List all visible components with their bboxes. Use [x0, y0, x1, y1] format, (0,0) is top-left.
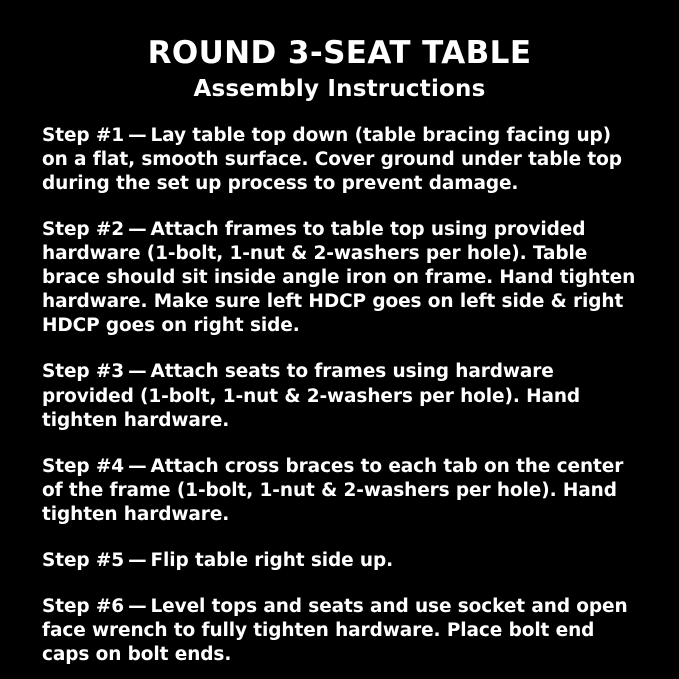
step-item	[42, 360, 637, 432]
step-text: Flip table right side up.	[150, 549, 394, 571]
step-label: Step #1	[42, 125, 125, 147]
step-item	[42, 549, 637, 573]
step-item	[42, 595, 637, 667]
step-text: Attach frames to table top using provided hardware (1-bolt, 1-nut & 2-washers per hole). Table brace should sit inside angle iron on frame. Hand tighten hardware. Make sure left HDCP goes on left side & right HDCP goes on right side.	[42, 219, 636, 337]
step-dash: —	[128, 125, 147, 147]
step-label: Step #4	[42, 455, 125, 477]
step-label: Step #2	[42, 219, 125, 241]
step-dash: —	[128, 361, 147, 383]
step-dash: —	[128, 595, 147, 617]
step-text: Attach cross braces to each tab on the center of the frame (1-bolt, 1-nut & 2-washers per hole). Hand tighten hardware.	[42, 455, 624, 525]
step-dash: —	[128, 219, 147, 241]
step-label: Step #5	[42, 549, 125, 571]
page-title: ROUND 3-SEAT TABLE	[147, 35, 532, 71]
step-text: Level tops and seats and use socket and open face wrench to fully tighten hardware. Place bolt end caps on bolt ends.	[42, 595, 628, 665]
step-label: Step #3	[42, 361, 125, 383]
steps-list	[42, 124, 637, 667]
step-dash: —	[128, 455, 147, 477]
step-text: Attach seats to frames using hardware provided (1-bolt, 1-nut & 2-washers per hole). Hand tighten hardware.	[42, 361, 581, 431]
step-item	[42, 455, 637, 527]
step-item	[42, 218, 637, 338]
step-label: Step #6	[42, 595, 125, 617]
step-dash: —	[128, 549, 147, 571]
step-text: Lay table top down (table bracing facing up) on a flat, smooth surface. Cover ground under table top during the set up process to prevent damage.	[42, 125, 622, 195]
step-item	[42, 124, 637, 196]
page-subtitle: Assembly Instructions	[193, 75, 486, 102]
